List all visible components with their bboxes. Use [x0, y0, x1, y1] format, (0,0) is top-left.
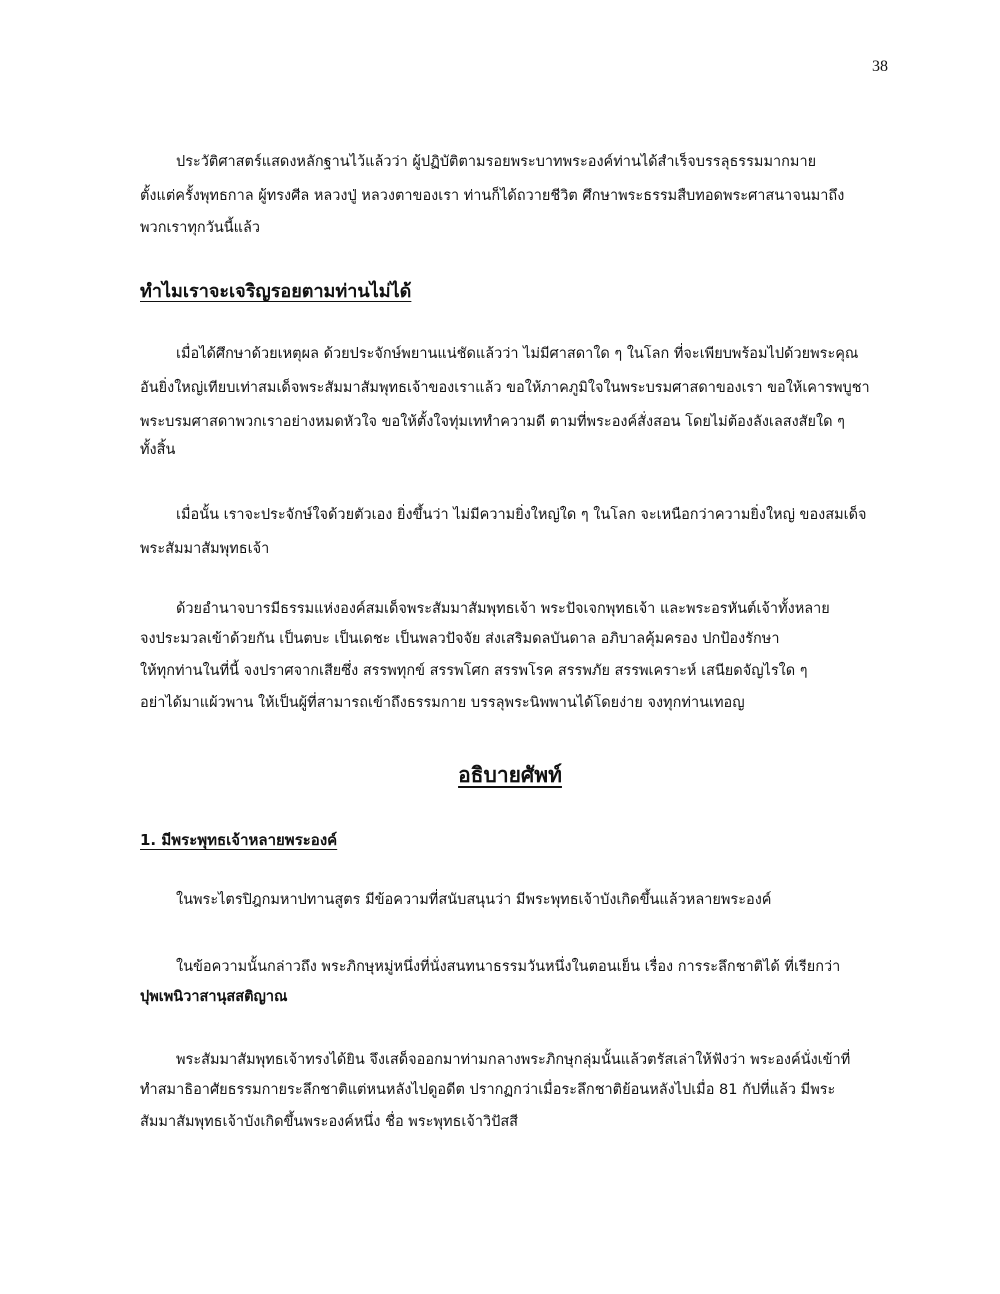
glossary-title: อธิบายศัพท์ — [458, 763, 562, 787]
text-line: ในข้อความนั้นกล่าวถึง พระภิกษุหมู่หนึ่งที่นั่งสนทนาธรรมวันหนึ่งในตอนเย็น เรื่อง การระลึกชาติได้ ที่เรียกว่า — [176, 959, 841, 975]
text-line: ทำสมาธิอาศัยธรรมกายระลึกชาติแต่หนหลังไปดูอดีต ปรากฏกว่าเมื่อระลึกชาติย้อนหลังไปเมื่อ 81 กัปที่แล้ว มีพระ — [140, 1082, 836, 1098]
text-line: ทั้งสิ้น — [140, 442, 176, 458]
text-line: อย่าได้มาแผ้วพาน ให้เป็นผู้ที่สามารถเข้าถึงธรรมกาย บรรลุพระนิพพานได้โดยง่าย จงทุกท่านเทอญ — [140, 695, 745, 711]
section-heading: ทำไมเราจะเจริญรอยตามท่านไม่ได้ — [140, 281, 412, 302]
text-line: พระสัมมาสัมพุทธเจ้า — [140, 541, 270, 557]
text-line: เมื่อนั้น เราจะประจักษ์ใจด้วยตัวเอง ยิ่งขึ้นว่า ไม่มีความยิ่งใหญ่ใด ๆ ในโลก จะเหนือกว่าความยิ่งใหญ่ ของสมเด็จ — [176, 507, 867, 523]
text-line: พวกเราทุกวันนี้แล้ว — [140, 220, 261, 236]
text-line: สัมมาสัมพุทธเจ้าบังเกิดขึ้นพระองค์หนึ่ง ชื่อ พระพุทธเจ้าวิปัสสี — [140, 1114, 519, 1130]
text-line: ให้ทุกท่านในที่นี้ จงปราศจากเสียซึ่ง สรรพทุกข์ สรรพโศก สรรพโรค สรรพภัย สรรพเคราะห์ เสนียดจัญไรใด ๆ — [140, 663, 808, 679]
bold-term: ปุพเพนิวาสานุสสติญาณ — [140, 989, 288, 1005]
text-line: พระบรมศาสดาพวกเราอย่างหมดหัวใจ ขอให้ตั้งใจทุ่มเททำความดี ตามที่พระองค์สั่งสอน โดยไม่ต้องลังเลสงสัยใด ๆ — [140, 414, 845, 430]
text-line: ในพระไตรปิฎกมหาปทานสูตร มีข้อความที่สนับสนุนว่า มีพระพุทธเจ้าบังเกิดขึ้นแล้วหลายพระองค์ — [176, 892, 772, 908]
text-line: ด้วยอำนาจบารมีธรรมแห่งองค์สมเด็จพระสัมมาสัมพุทธเจ้า พระปัจเจกพุทธเจ้า และพระอรหันต์เจ้าทั้งหลาย — [176, 601, 830, 617]
text-line: จงประมวลเข้าด้วยกัน เป็นตบะ เป็นเดชะ เป็นพลวปัจจัย ส่งเสริมดลบันดาล อภิบาลคุ้มครอง ปกป้องรักษา — [140, 631, 780, 647]
page-number: 38 — [872, 58, 888, 75]
text-line: ตั้งแต่ครั้งพุทธกาล ผู้ทรงศีล หลวงปู่ หลวงตาของเรา ท่านก็ได้ถวายชีวิต ศึกษาพระธรรมสืบทอดพระศาสนาจนมาถึง — [140, 188, 845, 204]
text-line: ประวัติศาสตร์แสดงหลักฐานไว้แล้วว่า ผู้ปฏิบัติตามรอยพระบาทพระองค์ท่านได้สำเร็จบรรลุธรรมมากมาย — [176, 154, 817, 170]
text-line: เมื่อได้ศึกษาด้วยเหตุผล ด้วยประจักษ์พยานแน่ชัดแล้วว่า ไม่มีศาสดาใด ๆ ในโลก ที่จะเพียบพร้อมไปด้วยพระคุณ — [176, 346, 859, 362]
text-line: อันยิ่งใหญ่เทียบเท่าสมเด็จพระสัมมาสัมพุทธเจ้าของเราแล้ว ขอให้ภาคภูมิใจในพระบรมศาสดาของเรา ขอให้เคารพบูชา — [140, 380, 870, 396]
term-heading: 1. มีพระพุทธเจ้าหลายพระองค์ — [140, 831, 338, 849]
text-line: พระสัมมาสัมพุทธเจ้าทรงได้ยิน จึงเสด็จออกมาท่ามกลางพระภิกษุกลุ่มนั้นแล้วตรัสเล่าให้ฟังว่า พระองค์นั่งเข้าที่ — [176, 1052, 851, 1068]
